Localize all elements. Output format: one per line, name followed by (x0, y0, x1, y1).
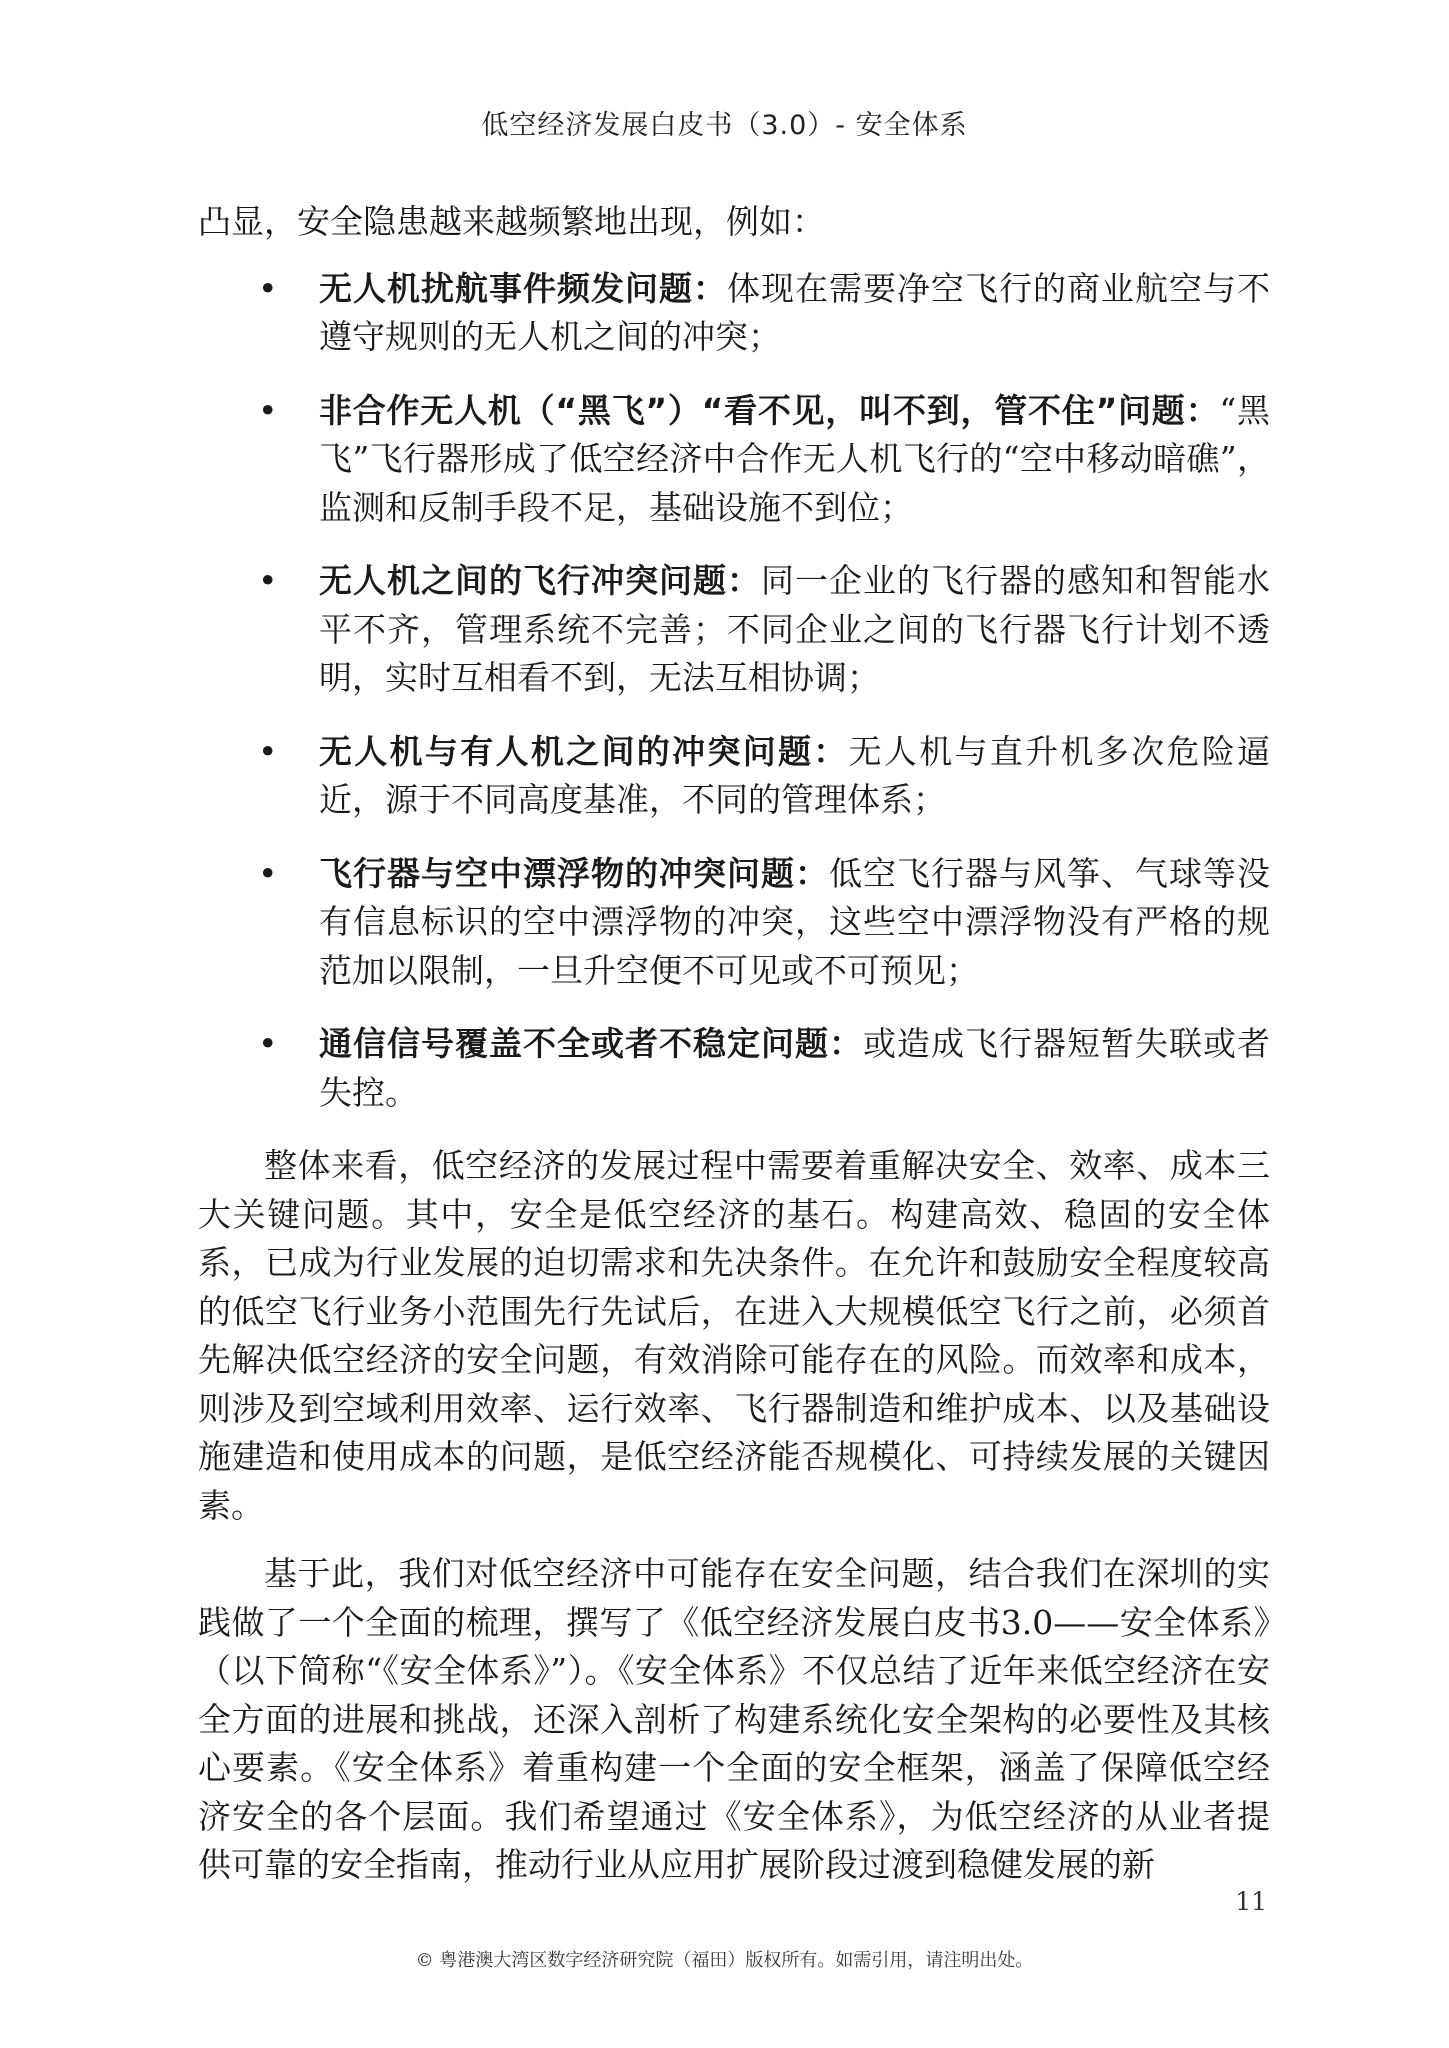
bullet-icon: • (258, 731, 278, 771)
running-header: 低空经济发展白皮书（3.0）- 安全体系 (481, 110, 968, 141)
list-item-heading: 无人机之间的飞行冲突问题： (319, 561, 761, 600)
list-item-text: 低空飞行器与风筝、气球等没有信息标识的空中漂浮物的冲突，这些空中漂浮物没有严格的规范加以限制，一旦升空便不可见或不可预见； (319, 853, 1270, 990)
list-item (198, 557, 1270, 703)
list-item (198, 387, 1270, 533)
list-item (198, 850, 1270, 996)
list-item-heading: 无人机扰航事件频发问题： (319, 268, 727, 308)
list-item-text: 无人机与直升机多次危险逼近，源于不同高度基准，不同的管理体系； (319, 731, 1271, 819)
list-item (198, 728, 1270, 825)
page-number: 11 (1235, 1887, 1267, 1916)
bullet-icon: • (258, 853, 278, 893)
list-item-heading: 飞行器与空中漂浮物的冲突问题： (319, 853, 829, 893)
list-item-text: 同一企业的飞行器的感知和智能水平不齐，管理系统不完善；不同企业之间的飞行器飞行计划不透明，实时互相看不到，无法互相协调； (319, 561, 1270, 697)
lead-text: 凸显，安全隐患越来越频繁地出现，例如： (198, 202, 825, 241)
bullet-icon: • (258, 268, 278, 308)
body-paragraph: 基于此，我们对低空经济中可能存在安全问题，结合我们在深圳的实践做了一个全面的梳理，撰写了《低空经济发展白皮书3.0——安全体系》（以下简称“《安全体系》”）。《安全体系》不仅总结了近年来低空经济在安全方面的进展和挑战，还深入剖析了构建系统化安全架构的必要性及其核心要素。《安全体系》着重构建一个全面的安全框架，涵盖了保障低空经济安全的各个层面。我们希望通过《安全体系》，为低空经济的从业者提供可靠的安全指南，推动行业从应用扩展阶段过渡到稳健发展的新 (198, 1554, 1270, 1884)
bullet-icon: • (258, 1024, 278, 1063)
list-item-heading: 非合作无人机（“黑飞”）“看不见，叫不到，管不住”问题： (319, 390, 1220, 430)
copyright-footer: © 粤港澳大湾区数字经济研究院（福田）版权所有。如需引用，请注明出处。 (415, 1950, 1034, 1971)
list-item-text: 或造成飞行器短暂失联或者失控。 (319, 1024, 1270, 1112)
list-item (198, 1020, 1270, 1117)
page-body (198, 198, 1270, 1910)
body-paragraph: 整体来看，低空经济的发展过程中需要着重解决安全、效率、成本三大关键问题。其中，安全是低空经济的基石。构建高效、稳固的安全体系，已成为行业发展的迫切需求和先决条件。在允许和鼓励安全程度较高的低空飞行业务小范围先行先试后，在进入大规模低空飞行之前，必须首先解决低空经济的安全问题，有效消除可能存在的风险。而效率和成本，则涉及到空域利用效率、运行效率、飞行器制造和维护成本、以及基础设施建造和使用成本的问题，是低空经济能否规模化、可持续发展的关键因素。 (198, 1146, 1270, 1525)
bullet-icon: • (258, 390, 278, 430)
bullet-icon: • (258, 561, 278, 600)
list-item-text: 体现在需要净空飞行的商业航空与不遵守规则的无人机之间的冲突； (319, 268, 1270, 356)
list-item-heading: 无人机与有人机之间的冲突问题： (319, 731, 849, 771)
list-item-text: “黑飞”飞行器形成了低空经济中合作无人机飞行的“空中移动暗礁”，监测和反制手段不足，基础设施不到位； (319, 390, 1270, 527)
list-item-heading: 通信信号覆盖不全或者不稳定问题： (319, 1024, 863, 1063)
list-item (198, 265, 1270, 362)
issue-list (198, 265, 1270, 1118)
